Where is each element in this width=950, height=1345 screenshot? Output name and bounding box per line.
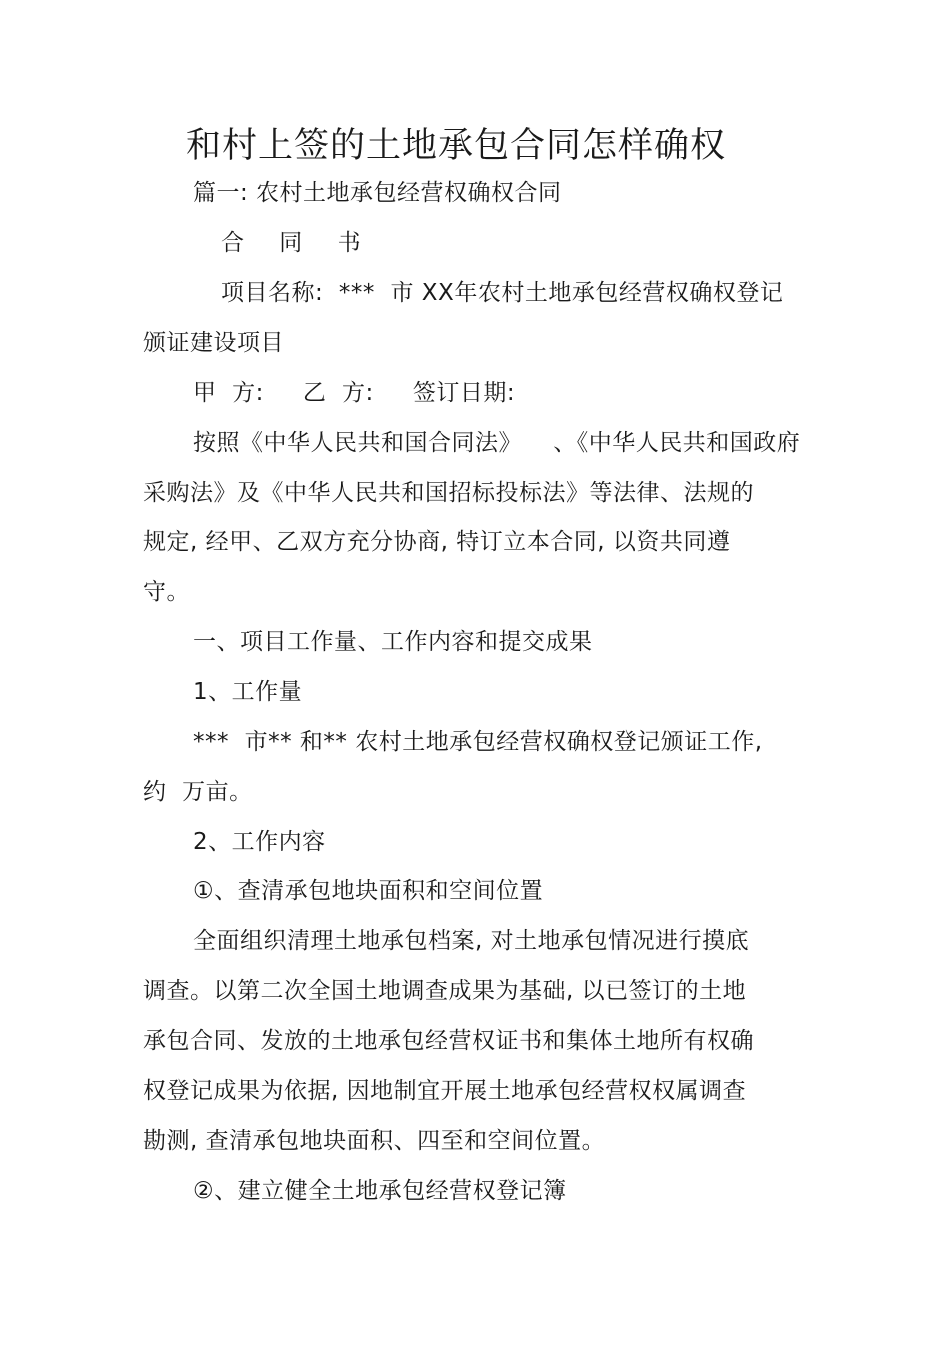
subsection-heading: 2、工作内容	[193, 829, 326, 855]
section-heading: 一、项目工作量、工作内容和提交成果	[193, 629, 593, 655]
item-heading: ①、查清承包地块面积和空间位置	[193, 878, 544, 904]
paragraph-line: 采购法》及《中华人民共和国招标投标法》等法律、法规的	[143, 480, 754, 506]
parties-line: 甲 方: 乙 方: 签订日期:	[193, 380, 516, 406]
paragraph-line: 全面组织清理土地承包档案, 对土地承包情况进行摸底	[193, 928, 750, 954]
project-name-line: 项目名称: *** 市 XX年农村土地承包经营权确权登记	[221, 280, 784, 306]
paragraph-line: *** 市** 和** 农村土地承包经营权确权登记颁证工作,	[193, 729, 763, 755]
subsection-heading: 1、工作量	[193, 679, 303, 705]
paragraph-line: 规定, 经甲、乙双方充分协商, 特订立本合同, 以资共同遵	[143, 529, 731, 555]
paragraph-line: 调查。以第二次全国土地调查成果为基础, 以已签订的土地	[143, 978, 747, 1004]
document-title: 和村上签的土地承包合同怎样确权	[186, 126, 727, 166]
item-heading: ②、建立健全土地承包经营权登记簿	[193, 1178, 567, 1204]
paragraph-line: 承包合同、发放的土地承包经营权证书和集体土地所有权确	[143, 1028, 754, 1054]
paragraph-line: 按照《中华人民共和国合同法》 、《中华人民共和国政府	[193, 430, 801, 456]
paragraph-line: 权登记成果为依据, 因地制宜开展土地承包经营权权属调查	[143, 1078, 747, 1104]
project-name-continuation: 颁证建设项目	[143, 330, 284, 356]
contract-heading: 合 同 书	[221, 230, 375, 256]
paragraph-line: 勘测, 查清承包地块面积、四至和空间位置。	[143, 1128, 606, 1154]
paragraph-line: 约 万亩。	[143, 779, 253, 805]
paragraph-line: 守。	[143, 579, 190, 605]
section-heading: 篇一: 农村土地承包经营权确权合同	[193, 180, 562, 206]
